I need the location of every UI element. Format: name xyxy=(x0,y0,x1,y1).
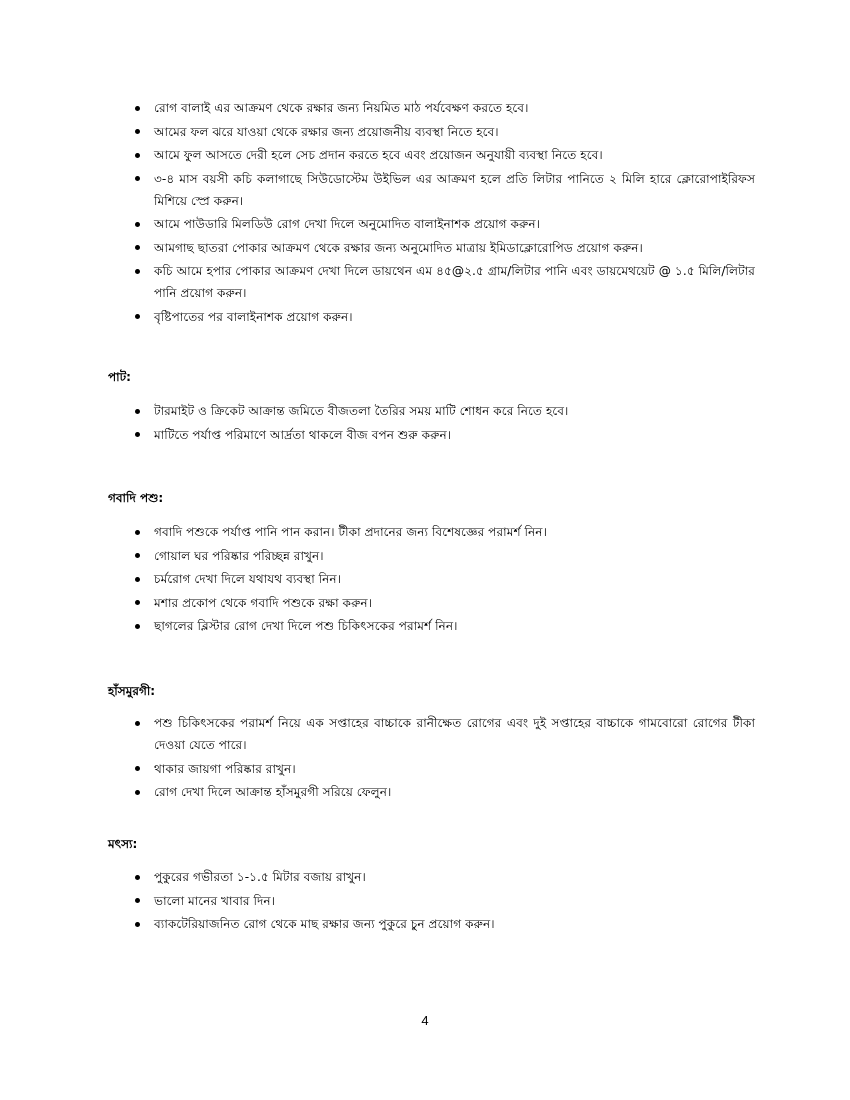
list-item: টারমাইট ও ক্রিকেট আক্রান্ত জমিতে বীজতলা তৈরির সময় মাটি শোধন করে নিতে হবে। xyxy=(135,400,755,422)
page-number: 4 xyxy=(421,1013,429,1028)
livestock-list xyxy=(135,521,755,639)
section-heading-poultry: হাঁসমুরগী: xyxy=(108,684,156,698)
list-item: ব্যাকটেরিয়াজনিত রোগ থেকে মাছ রক্ষার জন্য পুকুরে চুন প্রয়োগ করুন। xyxy=(135,913,755,935)
jute-list xyxy=(135,400,755,447)
mango-care-list xyxy=(135,97,755,329)
list-item: পশু চিকিৎসকের পরামর্শ নিয়ে এক সপ্তাহের বাচ্চাকে রানীক্ষেত রোগের এবং দুই সপ্তাহের বাচ্চাকে গামবোরো রোগের টীকা দেওয়া যেতে পারে। xyxy=(135,712,755,756)
list-item: আমে পাউডারি মিলডিউ রোগ দেখা দিলে অনুমোদিত বালাইনাশক প্রয়োগ করুন। xyxy=(135,213,755,235)
list-item: থাকার জায়গা পরিষ্কার রাখুন। xyxy=(135,758,755,780)
list-item: মশার প্রকোপ থেকে গবাদি পশুকে রক্ষা করুন। xyxy=(135,592,755,614)
list-item: ৩-৪ মাস বয়সী কচি কলাগাছে সিউডোস্টেম উইভিল এর আক্রমণ হলে প্রতি লিটার পানিতে ২ মিলি হারে ক্লোরোপাইরিফস মিশিয়ে স্প্রে করুন। xyxy=(135,168,755,212)
list-item: পুকুরের গভীরতা ১-১.৫ মিটার বজায় রাখুন। xyxy=(135,866,755,888)
poultry-list xyxy=(135,712,755,805)
section-heading-livestock: গবাদি পশু: xyxy=(108,491,164,505)
list-item: রোগ বালাই এর আক্রমণ থেকে রক্ষার জন্য নিয়মিত মাঠ পর্যবেক্ষণ করতে হবে। xyxy=(135,97,755,119)
list-item: গবাদি পশুকে পর্যাপ্ত পানি পান করান। টীকা প্রদানের জন্য বিশেষজ্ঞের পরামর্শ নিন। xyxy=(135,521,755,543)
section-heading-fisheries: মৎস্য: xyxy=(108,837,138,851)
list-item: ভালো মানের খাবার দিন। xyxy=(135,890,755,912)
fisheries-list xyxy=(135,866,755,937)
list-item: কচি আমে হপার পোকার আক্রমণ দেখা দিলে ডায়থেন এম ৪৫@২.৫ গ্রাম/লিটার পানি এবং ডায়মেথয়েট @ ১.৫ মিলি/লিটার পানি প্রয়োগ করুন। xyxy=(135,260,755,304)
list-item: বৃষ্টিপাতের পর বালাইনাশক প্রয়োগ করুন। xyxy=(135,306,755,328)
list-item: মাটিতে পর্যাপ্ত পরিমাণে আর্দ্রতা থাকলে বীজ বপন শুরু করুন। xyxy=(135,424,755,446)
list-item: আমে ফুল আসতে দেরী হলে সেচ প্রদান করতে হবে এবং প্রয়োজন অনুযায়ী ব্যবস্থা নিতে হবে। xyxy=(135,144,755,166)
list-item: ছাগলের ব্লিস্টার রোগ দেখা দিলে পশু চিকিৎসকের পরামর্শ নিন। xyxy=(135,615,755,637)
list-item: আমের ফল ঝরে যাওয়া থেকে রক্ষার জন্য প্রয়োজনীয় ব্যবস্থা নিতে হবে। xyxy=(135,121,755,143)
section-heading-jute: পাট: xyxy=(108,370,131,384)
list-item: গোয়াল ঘর পরিষ্কার পরিচ্ছন্ন রাখুন। xyxy=(135,545,755,567)
list-item: রোগ দেখা দিলে আক্রান্ত হাঁসমুরগী সরিয়ে ফেলুন। xyxy=(135,781,755,803)
list-item: চর্মরোগ দেখা দিলে যথাযথ ব্যবস্থা নিন। xyxy=(135,568,755,590)
list-item: আমগাছ ছাতরা পোকার আক্রমণ থেকে রক্ষার জন্য অনুমোদিত মাত্রায় ইমিডাক্লোরোপিড প্রয়োগ করুন। xyxy=(135,237,755,259)
